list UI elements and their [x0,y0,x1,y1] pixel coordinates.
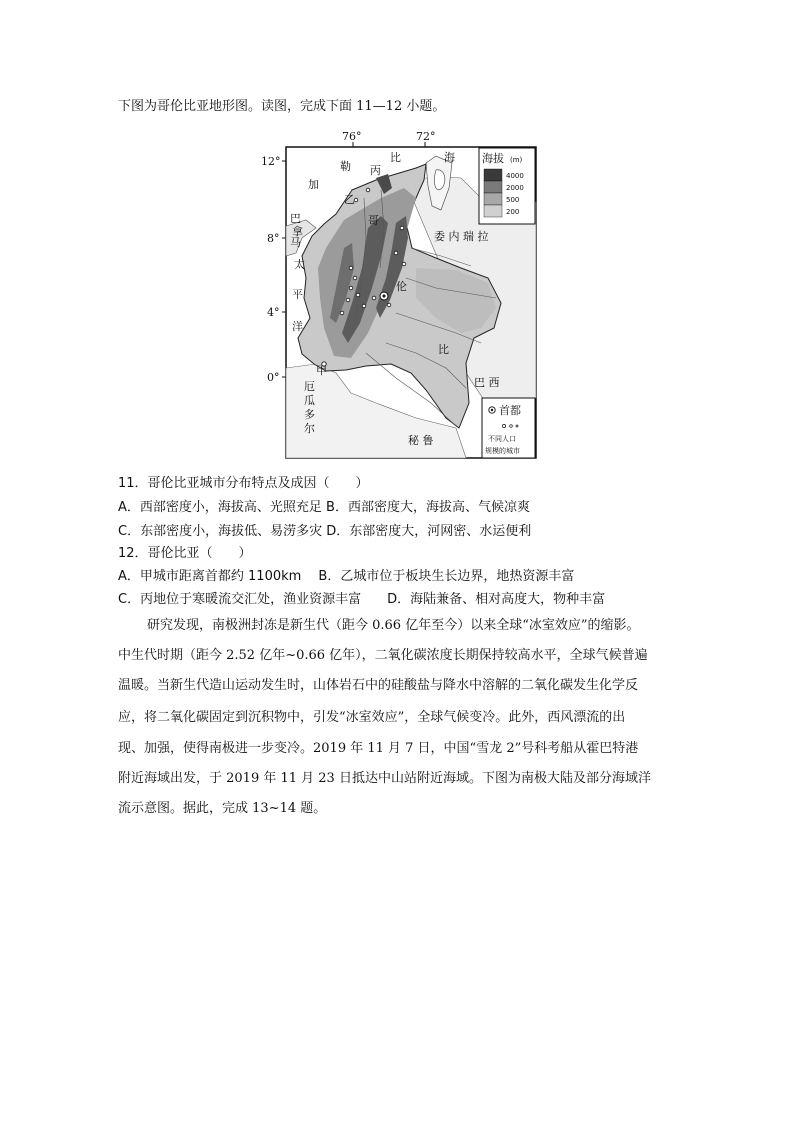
lon-label-72: 72° [416,130,436,143]
lat-label-8: 8° [267,232,280,245]
label-colombia-ge: 哥 [368,214,379,227]
city-legend [482,398,535,458]
label-gua: 瓜 [304,394,315,407]
colombia-topographic-map [256,128,540,461]
label-brazil: 巴 西 [474,376,500,389]
lat-label-12: 12° [261,155,281,168]
q11-options-ab: A．西部密度小，海拔高、光照充足 B．西部密度大，海拔高、气候凉爽 [118,500,530,515]
passage-line-2: 中生代时期（距今 2.52 亿年~0.66 亿年），二氧化碳浓度长期保持较高水平，全球气候普遍 [118,648,648,663]
q11-options-cd: C．东部密度小，海拔低、易涝多灾 D．东部密度大，河网密、水运便利 [118,524,532,539]
label-bi-sea: 比 [390,151,401,164]
q12-options-cd: C．丙地位于寒暖流交汇处，渔业资源丰富 D．海陆兼备、相对高度大，物种丰富 [118,592,606,607]
legend-cities-2: 规模的城市 [485,447,520,455]
intro-text: 下图为哥伦比亚地形图。读图，完成下面 11—12 小题。 [118,99,446,114]
legend-level-200: 200 [506,208,520,216]
label-le: 勒 [340,160,351,173]
legend-level-4000: 4000 [506,172,524,180]
passage-line-4: 应，将二氧化碳固定到沉积物中，引发“冰室效应”，全球气候变冷。此外，西风漂流的出 [118,710,626,725]
passage-line-7: 流示意图。据此，完成 13~14 题。 [118,801,327,816]
label-panama-ba: 巴 [290,212,301,225]
passage-line-5: 现、加强，使得南极进一步变冷。2019 年 11 月 7 日，中国“雪龙 2”号科考船从霍巴特港 [118,741,639,756]
passage-line-1: 研究发现，南极洲封冻是新生代（距今 0.66 亿年至今）以来全球“冰室效应”的缩影。 [147,618,640,633]
label-yang: 洋 [292,320,303,333]
label-jia-caribbean: 加 [308,178,319,191]
map-svg [256,128,540,461]
passage-line-6: 附近海域出发，于 2019 年 11 月 23 日抵达中山站附近海域。下图为南极大陆及部分海域洋 [118,771,651,786]
lon-label-76: 76° [342,130,362,143]
q12-stem: 12．哥伦比亚（ ） [118,546,252,561]
label-colombia-lun: 伦 [396,280,407,293]
label-panama-ma: 马 [290,236,301,249]
q11-stem: 11．哥伦比亚城市分布特点及成因（ ） [118,476,369,491]
lat-label-0: 0° [267,371,280,384]
label-er: 尔 [304,422,315,435]
label-bing: 丙 [370,164,381,177]
label-peru: 秘 鲁 [408,434,434,447]
label-duo: 多 [304,408,315,421]
q12-options-ab: A．甲城市距离首都约 1100km B．乙城市位于板块生长边界，地热资源丰富 [118,569,575,584]
label-colombia-bi: 比 [438,343,449,356]
legend-capital: 首都 [499,404,521,417]
lat-label-4: 4° [267,306,280,319]
capital-marker [380,292,388,300]
label-e: 厄 [304,380,315,393]
label-ping: 平 [292,288,303,301]
legend-level-500: 500 [506,196,520,204]
passage-line-3: 温暖。当新生代造山运动发生时，山体岩石中的硅酸盐与降水中溶解的二氧化碳发生化学反 [118,678,639,693]
label-venezuela: 委 内 瑞 拉 [434,230,489,243]
legend-cities-1: 不同人口 [488,435,516,443]
label-yi: 乙 [344,193,355,206]
label-panama-na: 拿 [292,225,303,238]
legend-level-2000: 2000 [506,184,524,192]
label-hai: 海 [444,151,455,164]
label-jia-city: 甲 [316,364,327,377]
label-tai: 太 [294,258,305,271]
legend-title: 海拔 [482,152,504,165]
legend-unit: (m) [510,156,523,164]
elevation-legend [479,148,535,224]
